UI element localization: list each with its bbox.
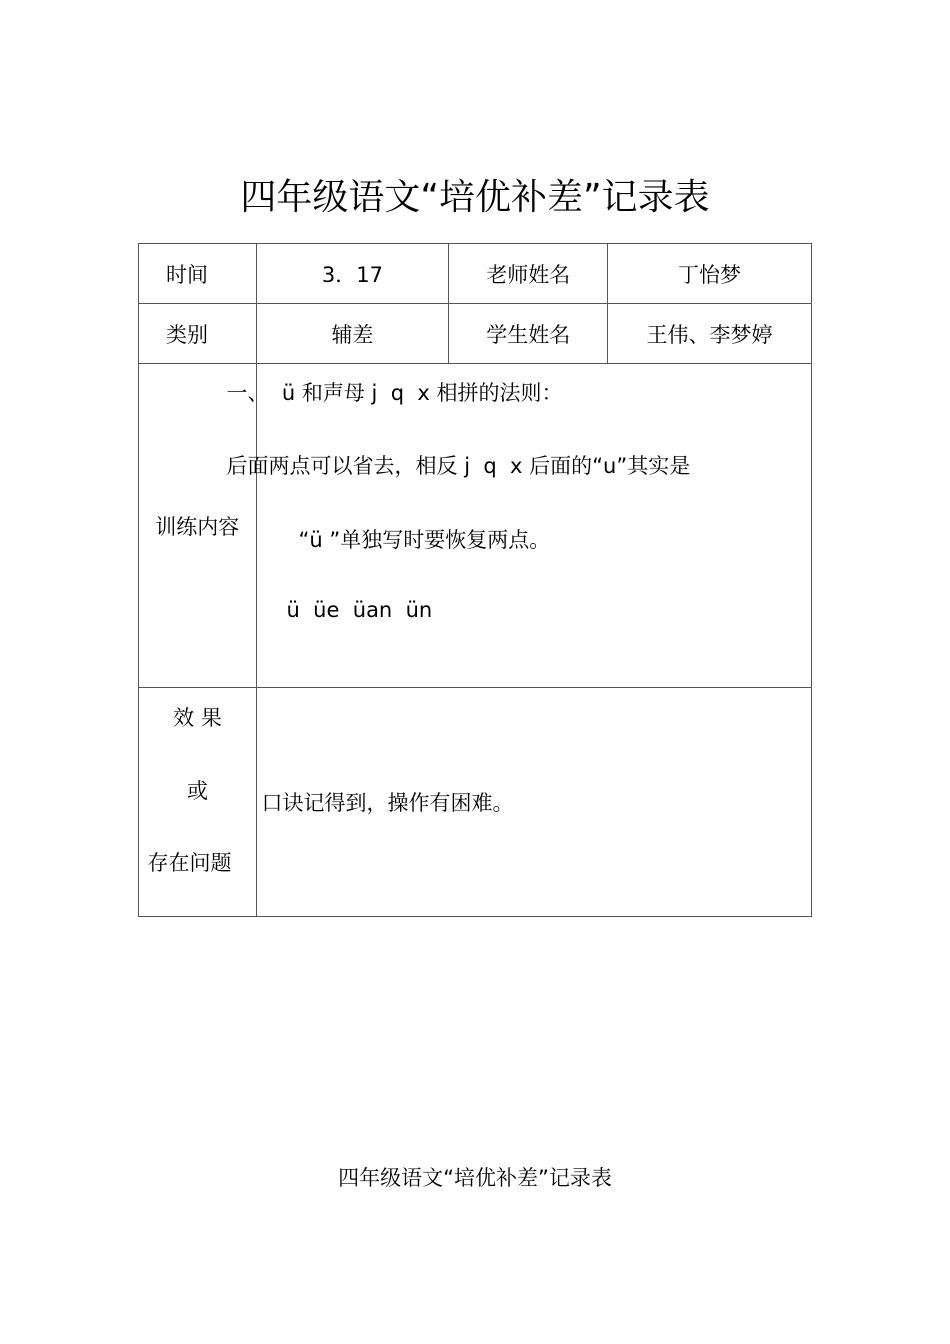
- training-label: 训练内容: [139, 364, 257, 688]
- time-value: 3．17: [256, 244, 449, 304]
- student-value: 王伟、李梦婷: [608, 304, 812, 364]
- training-line: “ü ”单独写时要恢复两点。: [298, 528, 551, 552]
- training-line: 后面两点可以省去，相反 j q x 后面的“u”其实是: [226, 454, 691, 478]
- table-row: [139, 364, 812, 688]
- time-label: 时间: [139, 244, 257, 304]
- student-label: 学生姓名: [449, 304, 608, 364]
- footer-title: 四年级语文“培优补差”记录表: [338, 1166, 612, 1190]
- table-row: [139, 244, 812, 304]
- teacher-value: 丁怡梦: [608, 244, 812, 304]
- training-line: ü üe üan ün: [286, 598, 433, 622]
- effect-content: [256, 688, 811, 917]
- training-content: [226, 364, 811, 688]
- effect-value: 口诀记得到，操作有困难。: [261, 791, 514, 815]
- effect-label-line: 存在问题: [147, 851, 232, 875]
- effect-label-line: 或: [187, 779, 208, 803]
- table-row: [139, 688, 812, 917]
- effect-label: [139, 688, 257, 917]
- category-value: 辅差: [256, 304, 449, 364]
- table-row: [139, 304, 812, 364]
- category-label: 类别: [139, 304, 257, 364]
- page-title: 四年级语文“培优补差”记录表: [240, 177, 710, 218]
- record-table: [138, 243, 812, 917]
- teacher-label: 老师姓名: [449, 244, 608, 304]
- training-line: 一、 ü 和声母 j q x 相拼的法则：: [226, 381, 563, 405]
- effect-label-line: 效 果: [173, 706, 222, 730]
